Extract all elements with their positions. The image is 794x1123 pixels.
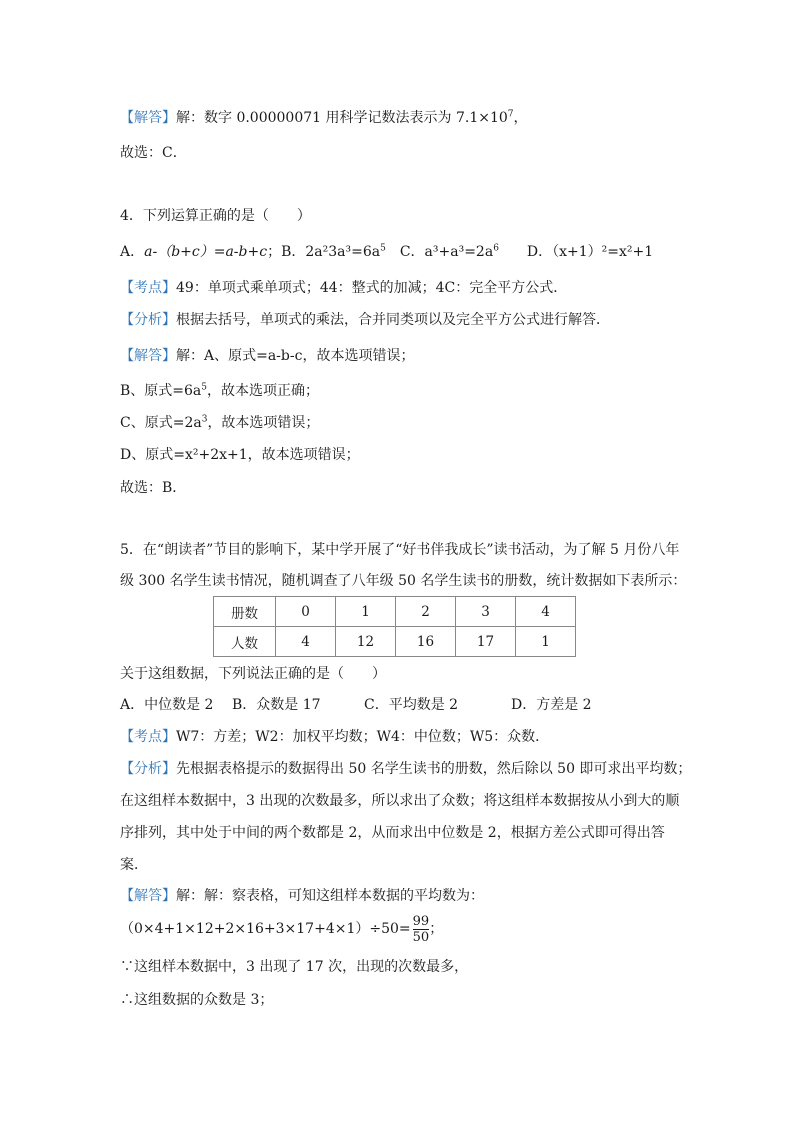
table-cell: 1 [516, 627, 576, 657]
table-cell: 1 [336, 597, 396, 627]
tag-fenxi: 【分析】 [120, 761, 176, 777]
question-5-options [120, 695, 592, 715]
question-5-stem-1: 5．在“朗读者”节目的影响下，某中学开展了“好书伴我成长”读书活动，为了解 5 月份八年 [120, 542, 680, 558]
table-cell: 2 [396, 597, 456, 627]
option-a: A．中位数是 2 [120, 697, 214, 713]
tag-kaodian: 【考点】 [120, 729, 176, 745]
question-5-formula: （0×4+1×12+2×16+3×17+4×1）÷50= $\frac{99}{50}$ ； [120, 913, 444, 945]
option-b: B．众数是 17 [232, 697, 321, 713]
table-cell: 4 [516, 597, 576, 627]
question-5-stem-2: 级 300 名学生读书情况，随机调查了八年级 50 名学生读书的册数，统计数据如下表所示： [120, 573, 687, 589]
question-4-options: A．a-（b+c）=a-b+c；B．$2a^23a^3=6a^5$ C．$a^3+a^3=2a^6$ D．（x+1）²=x²+1 [120, 243, 654, 260]
question-5-fenxi-1: 【分析】先根据表格提示的数据得出 50 名学生读书的册数，然后除以 50 即可求出平均数； [120, 761, 692, 777]
table-cell: 0 [276, 597, 336, 627]
table-cell: 16 [396, 627, 456, 657]
question-4-d-line: D、原式=x²+2x+1，故本选项错误； [120, 447, 360, 463]
answer-line-q3: 【解答】解：数字 0.00000071 用科学记数法表示为 $7.1\times 10^7$， [120, 109, 528, 126]
question-4-b-line: B、原式$=6a^5$，故本选项正确； [120, 382, 320, 399]
question-5-after-table: 关于这组数据，下列说法正确的是（ ） [120, 666, 386, 682]
table-cell: 17 [456, 627, 516, 657]
question-5-jieda: 【解答】解：解：察表格，可知这组样本数据的平均数为： [120, 888, 484, 904]
table-cell: 4 [276, 627, 336, 657]
table-cell: 人数 [214, 627, 276, 657]
tag-fenxi: 【分析】 [120, 312, 176, 328]
question-4-fenxi: 【分析】根据去括号，单项式的乘法，合并同类项以及完全平方公式进行解答． [120, 312, 610, 328]
table-cell: 12 [336, 627, 396, 657]
choose-line-q3: 故选：C． [120, 145, 187, 161]
question-5-therefore: ∴这组数据的众数是 3； [120, 992, 274, 1008]
question-4-choose: 故选：B． [120, 480, 187, 496]
question-4-kaodian: 【考点】49：单项式乘单项式；44：整式的加减；4C：完全平方公式． [120, 280, 568, 296]
table-row [214, 627, 576, 657]
data-table [213, 596, 576, 657]
tag-answer: 【解答】 [120, 888, 176, 904]
question-5-fenxi-3: 序排列，其中处于中间的两个数都是 2，从而求出中位数是 2，根据方差公式即可得出答 [120, 825, 665, 841]
option-c: C．平均数是 2 [364, 697, 459, 713]
question-5-because: ∵这组样本数据中，3 出现了 17 次，出现的次数最多， [120, 959, 469, 975]
table-cell: 3 [456, 597, 516, 627]
question-5-fenxi-2: 在这组样本数据中，3 出现的次数最多，所以求出了众数；将这组样本数据按从小到大的顺 [120, 793, 680, 809]
table-row [214, 597, 576, 627]
tag-answer: 【解答】 [120, 348, 176, 364]
fraction: $\frac{99}{50}$ [412, 913, 430, 945]
question-4-stem: 4．下列运算正确的是（ ） [120, 208, 311, 224]
table-cell: 册数 [214, 597, 276, 627]
question-5-fenxi-4: 案． [120, 857, 148, 873]
tag-answer: 【解答】 [120, 110, 176, 126]
option-d: D．方差是 2 [511, 697, 592, 713]
question-4-jieda: 【解答】解：A、原式=a-b-c，故本选项错误； [120, 348, 415, 364]
question-4-c-line: C、原式$=2a^3$，故本选项错误； [120, 414, 320, 431]
tag-kaodian: 【考点】 [120, 280, 176, 296]
question-5-kaodian: 【考点】W7：方差；W2：加权平均数；W4：中位数；W5：众数． [120, 729, 550, 745]
